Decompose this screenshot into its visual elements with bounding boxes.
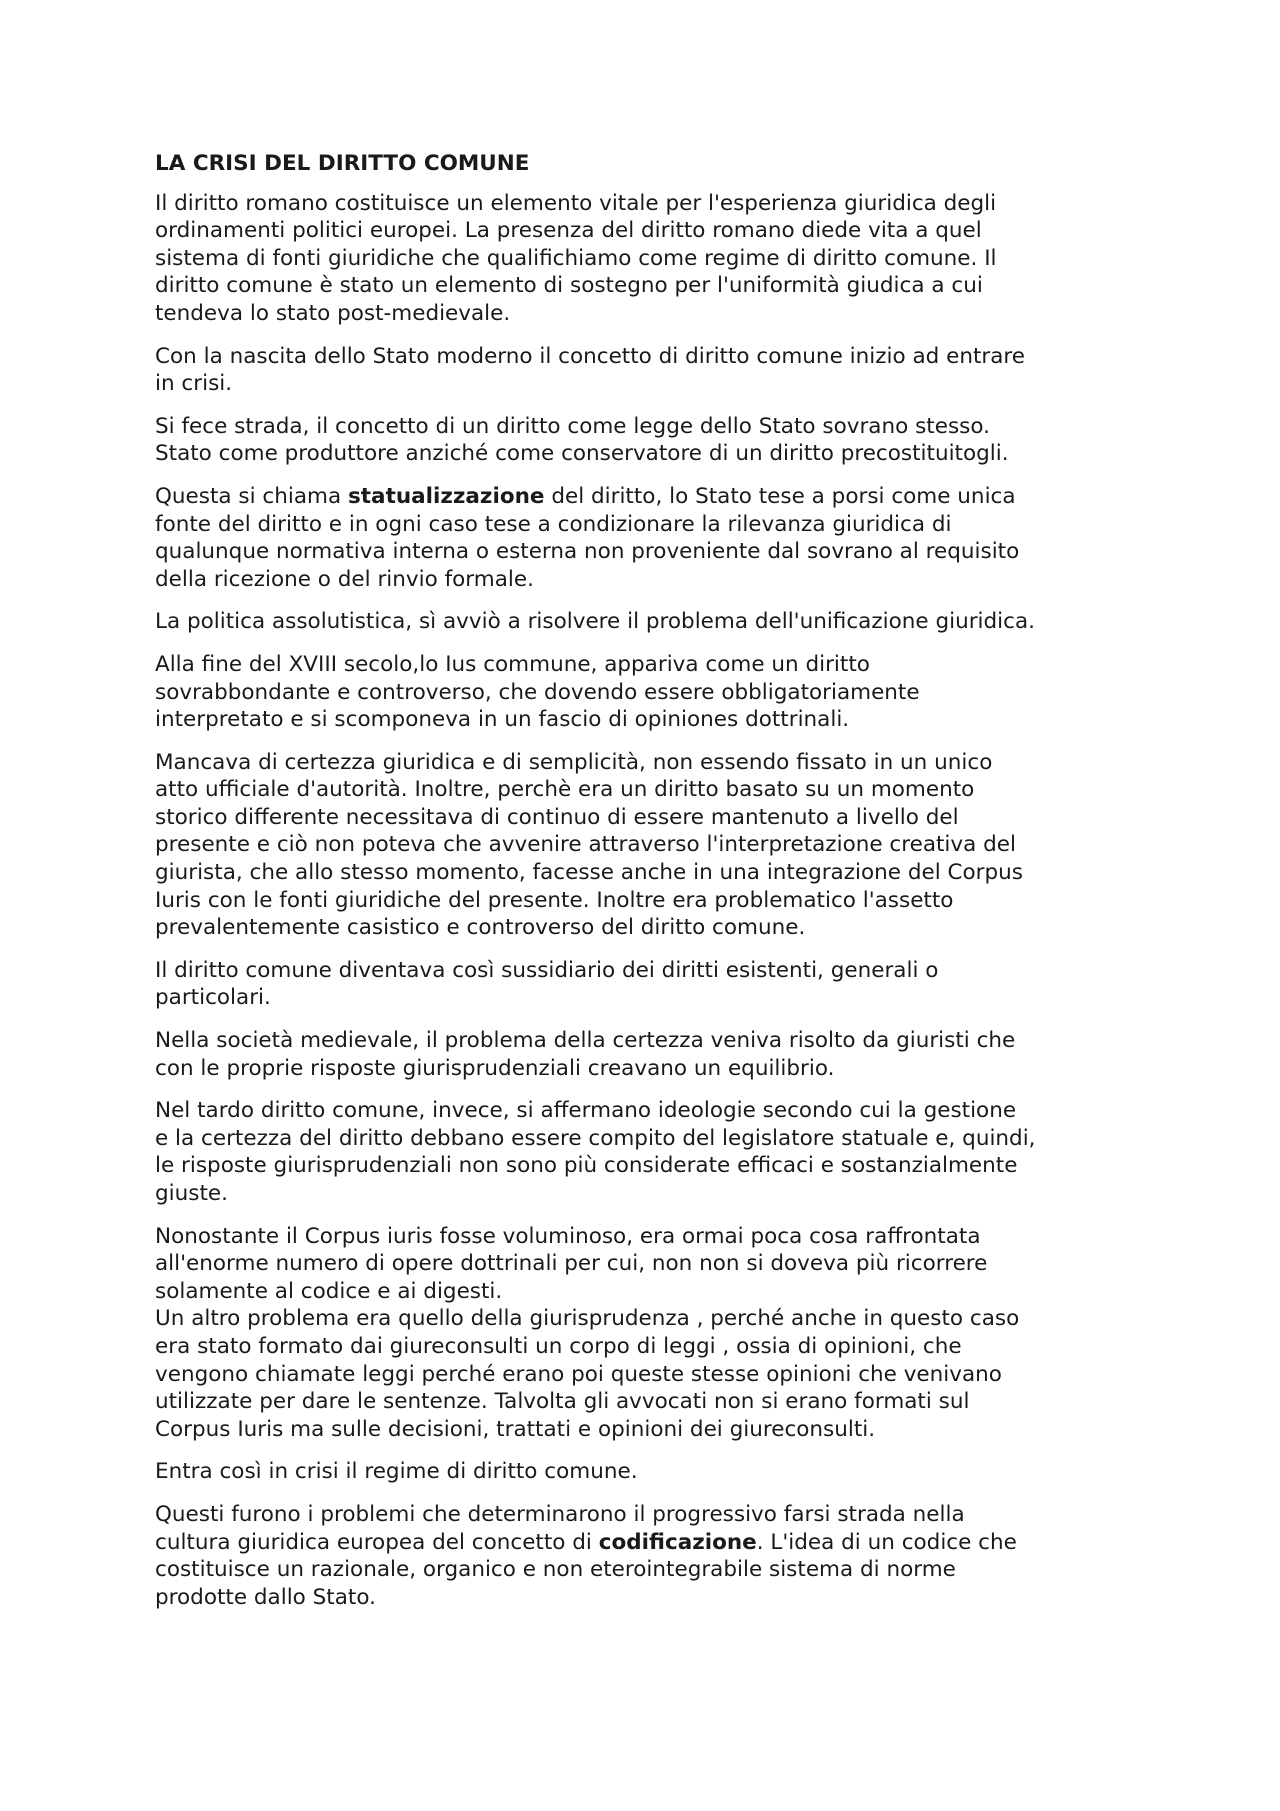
paragraph-1	[155, 190, 1145, 328]
paragraph-line: Questi furono i problemi che determinarono il progressivo farsi strada nella	[155, 1501, 965, 1527]
paragraph-line: utilizzate per dare le sentenze. Talvolta gli avvocati non si erano formati sul	[155, 1389, 970, 1415]
paragraph-line: Il diritto comune diventava così sussidiario dei diritti esistenti, generali o	[155, 957, 939, 983]
paragraph-12	[155, 1305, 1145, 1443]
paragraph-line: Nel tardo diritto comune, invece, si affermano ideologie secondo cui la gestione	[155, 1098, 1017, 1124]
paragraph-13	[155, 1458, 1145, 1486]
paragraph-7	[155, 749, 1145, 942]
text-run: . L'idea di un codice che	[756, 1529, 1017, 1555]
paragraph-line: Si fece strada, il concetto di un diritto come legge dello Stato sovrano stesso.	[155, 413, 990, 439]
paragraph-line: Alla fine del XVIII secolo,lo Ius commune, appariva come un diritto	[155, 651, 870, 677]
paragraph-line: Nella società medievale, il problema della certezza veniva risolto da giuristi che	[155, 1028, 1016, 1054]
paragraph-line: La politica assolutistica, sì avviò a risolvere il problema dell'unificazione giuridica.	[155, 609, 1035, 635]
paragraph-line: fonte del diritto e in ogni caso tese a condizionare la rilevanza giuridica di	[155, 511, 952, 537]
paragraph-14	[155, 1501, 1145, 1611]
paragraph-line: ordinamenti politici europei. La presenza del diritto romano diede vita a quel	[155, 218, 982, 244]
paragraph-11	[155, 1223, 1145, 1306]
paragraph-line: Iuris con le fonti giuridiche del presente. Inoltre era problematico l'assetto	[155, 887, 954, 913]
paragraph-line: costituisce un razionale, organico e non eterointegrabile sistema di norme	[155, 1557, 956, 1583]
paragraph-line: Entra così in crisi il regime di diritto comune.	[155, 1459, 638, 1485]
paragraph-line: prevalentemente casistico e controverso del diritto comune.	[155, 915, 806, 941]
paragraph-line: solamente al codice e ai digesti.	[155, 1278, 503, 1304]
paragraph-line: in crisi.	[155, 371, 233, 397]
paragraph-line: storico differente necessitava di continuo di essere mantenuto a livello del	[155, 804, 959, 830]
bold-term-statualizzazione: statualizzazione	[347, 483, 545, 509]
paragraph-line: all'enorme numero di opere dottrinali per cui, non non si doveva più ricorrere	[155, 1251, 988, 1277]
paragraph-line: tendeva lo stato post-medievale.	[155, 300, 511, 326]
paragraph-line: sistema di fonti giuridiche che qualifichiamo come regime di diritto comune. Il	[155, 245, 997, 271]
paragraph-line: Nonostante il Corpus iuris fosse voluminoso, era ormai poca cosa raffrontata	[155, 1223, 981, 1249]
paragraph-10	[155, 1097, 1145, 1207]
paragraph-line: Corpus Iuris ma sulle decisioni, trattati e opinioni dei giureconsulti.	[155, 1416, 876, 1442]
document-title: LA CRISI DEL DIRITTO COMUNE	[155, 151, 530, 176]
paragraph-line: prodotte dallo Stato.	[155, 1584, 376, 1610]
text-run: cultura giuridica europea del concetto di	[155, 1529, 599, 1555]
paragraph-line: presente e ciò non poteva che avvenire attraverso l'interpretazione creativa del	[155, 832, 1016, 858]
paragraph-line: diritto comune è stato un elemento di sostegno per l'uniformità giudica a cui	[155, 273, 983, 299]
text-run: Questa si chiama	[155, 483, 348, 509]
paragraph-line: Un altro problema era quello della giurisprudenza , perché anche in questo caso	[155, 1306, 1020, 1332]
bold-term-codificazione: codificazione	[598, 1529, 757, 1555]
paragraph-line: era stato formato dai giureconsulti un corpo di leggi , ossia di opinioni, che	[155, 1333, 962, 1359]
paragraph-line: interpretato e si scomponeva in un fascio di opiniones dottrinali.	[155, 707, 850, 733]
document-page	[155, 150, 1145, 1626]
text-run: del diritto, lo Stato tese a porsi come unica	[544, 483, 1016, 509]
paragraph-line: atto ufficiale d'autorità. Inoltre, perchè era un diritto basato su un momento	[155, 777, 975, 803]
paragraph-line: Stato come produttore anziché come conservatore di un diritto precostituitogli.	[155, 441, 1009, 467]
paragraph-line: sovrabbondante e controverso, che dovendo essere obbligatoriamente	[155, 679, 920, 705]
paragraph-line: qualunque normativa interna o esterna non proveniente dal sovrano al requisito	[155, 539, 1020, 565]
paragraph-5	[155, 608, 1145, 636]
paragraph-9	[155, 1027, 1145, 1082]
paragraph-4	[155, 483, 1145, 593]
paragraph-3	[155, 413, 1145, 468]
paragraph-line	[155, 483, 1145, 511]
paragraph-line: giurista, che allo stesso momento, facesse anche in una integrazione del Corpus	[155, 860, 1023, 886]
paragraph-8	[155, 957, 1145, 1012]
paragraph-line: giuste.	[155, 1181, 228, 1206]
paragraph-line: Con la nascita dello Stato moderno il concetto di diritto comune inizio ad entrare	[155, 343, 1025, 369]
paragraph-line: della ricezione o del rinvio formale.	[155, 566, 534, 592]
paragraph-6	[155, 651, 1145, 734]
paragraph-line	[155, 1529, 1145, 1557]
paragraph-line: vengono chiamate leggi perché erano poi queste stesse opinioni che venivano	[155, 1361, 1002, 1387]
paragraph-line: Il diritto romano costituisce un elemento vitale per l'esperienza giuridica degli	[155, 190, 997, 216]
paragraph-line: particolari.	[155, 985, 271, 1011]
paragraph-line: con le proprie risposte giurisprudenziali creavano un equilibrio.	[155, 1055, 835, 1081]
paragraph-line: le risposte giurisprudenziali non sono più considerate efficaci e sostanzialmente	[155, 1153, 1018, 1179]
paragraph-2	[155, 343, 1145, 398]
paragraph-line: Mancava di certezza giuridica e di semplicità, non essendo fissato in un unico	[155, 749, 993, 775]
paragraph-line: e la certezza del diritto debbano essere compito del legislatore statuale e, quindi,	[155, 1125, 1036, 1151]
